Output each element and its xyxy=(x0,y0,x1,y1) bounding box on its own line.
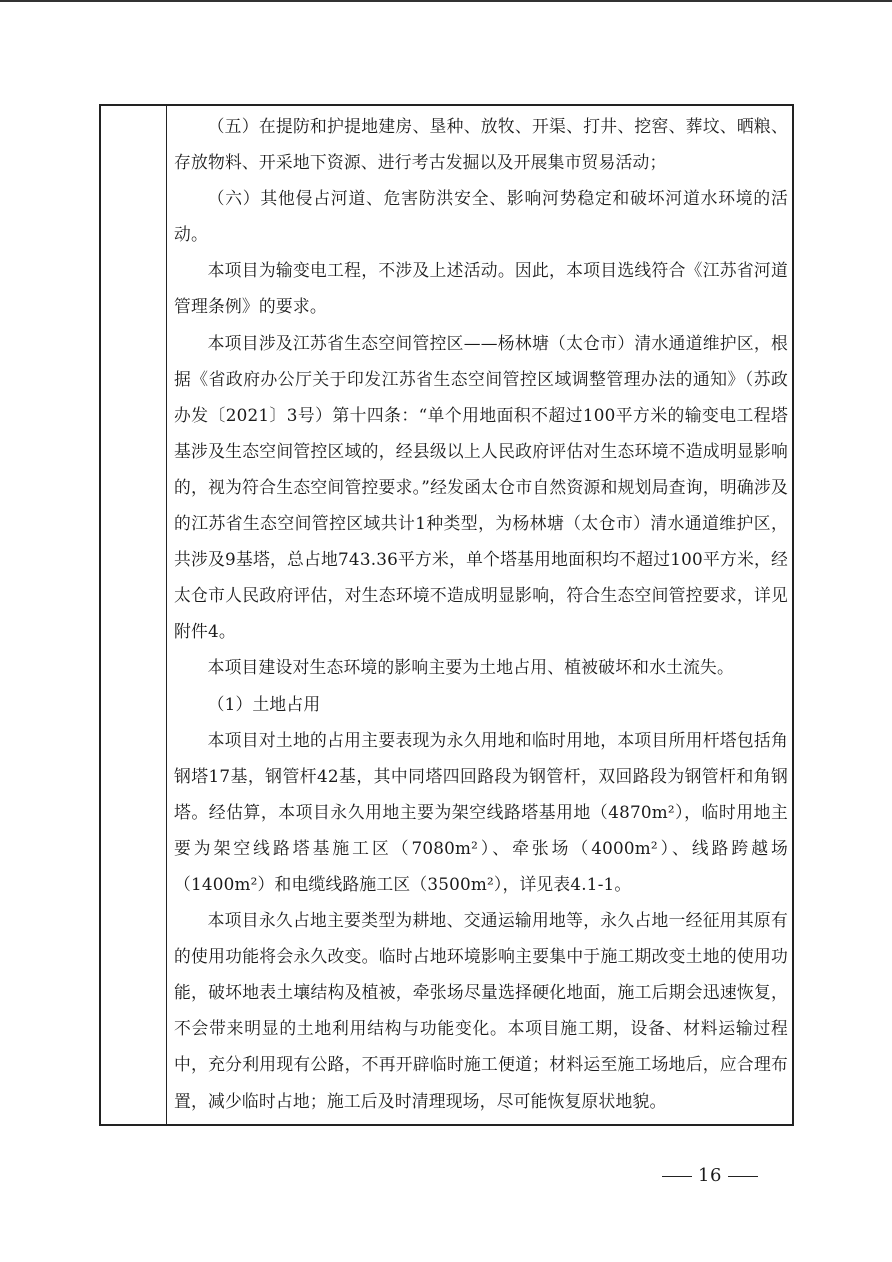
content-table xyxy=(99,104,794,1126)
paragraph-land-use: 本项目对土地的占用主要表现为永久用地和临时用地，本项目所用杆塔包括角钢塔17基，钢管杆42基，其中同塔四回路段为钢管杆，双回路段为钢管杆和角钢塔。经估算，本项目永久用地主要为架空线路塔基用地（4870m²），临时用地主要为架空线路塔基施工区（7080m²）、牵张场（4000m²）、线路跨越场（1400m²）和电缆线路施工区（3500m²），详见表4.1-1。 xyxy=(174,729,788,894)
paragraph-impact-summary: 本项目建设对生态环境的影响主要为土地占用、植被破坏和水土流失。 xyxy=(207,657,735,678)
dash-left xyxy=(662,1176,692,1177)
paragraph-item-6: （六）其他侵占河道、危害防洪安全、影响河势稳定和破坏河道水环境的活动。 xyxy=(174,188,788,245)
page-number-footer xyxy=(600,1158,820,1194)
table-left-column xyxy=(101,106,167,1124)
table-content-cell xyxy=(174,106,788,1124)
subheading-land-occupation: （1）土地占用 xyxy=(207,693,321,714)
paragraph-compliance-river: 本项目为输变电工程，不涉及上述活动。因此，本项目选线符合《江苏省河道管理条例》的要求。 xyxy=(174,260,788,317)
page-number: 16 xyxy=(698,1165,722,1186)
paragraph-item-5: （五）在提防和护提地建房、垦种、放牧、开渠、打井、挖窖、葬坟、晒粮、存放物料、开采地下资源、进行考古发掘以及开展集市贸易活动； xyxy=(174,116,788,173)
dash-right xyxy=(728,1176,758,1177)
top-border-line xyxy=(0,0,892,2)
paragraph-ecological-zone: 本项目涉及江苏省生态空间管控区——杨林塘（太仓市）清水通道维护区，根据《省政府办公厅关于印发江苏省生态空间管控区域调整管理办法的通知》（苏政办发〔2021〕3号）第十四条：“单个用地面积不超过100平方米的输变电工程塔基涉及生态空间管控区域的，经县级以上人民政府评估对生态环境不造成明显影响的，视为符合生态空间管控要求。”经发函太仓市自然资源和规划局查询，明确涉及的江苏省生态空间管控区域共计1种类型，为杨林塘（太仓市）清水通道维护区，共涉及9基塔，总占地743.36平方米，单个塔基用地面积均不超过100平方米，经太仓市人民政府评估，对生态环境不造成明显影响，符合生态空间管控要求，详见附件4。 xyxy=(174,332,788,642)
paragraph-permanent-land: 本项目永久占地主要类型为耕地、交通运输用地等，永久占地一经征用其原有的使用功能将会永久改变。临时占地环境影响主要集中于施工期改变土地的使用功能，破坏地表土壤结构及植被，牵张场尽量选择硬化地面，施工后期会迅速恢复，不会带来明显的土地利用结构与功能变化。本项目施工期，设备、材料运输过程中，充分利用现有公路，不再开辟临时施工便道；材料运至施工场地后，应合理布置，减少临时占地；施工后及时清理现场，尽可能恢复原状地貌。 xyxy=(174,910,788,1111)
